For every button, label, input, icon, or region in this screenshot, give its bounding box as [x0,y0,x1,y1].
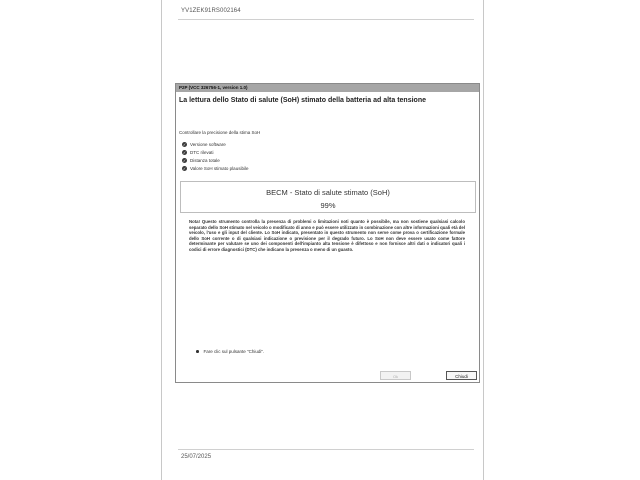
check-item [182,164,479,172]
instruction-item [196,349,264,354]
bullet-icon [196,350,199,353]
checks-title: Controllare la precisione della stima SoH [179,130,261,135]
vin-label: YV1ZEK91RS002164 [181,8,241,14]
check-circle-icon: ✓ [182,157,187,163]
check-label: Valore SoH stimato plausibile [190,165,249,171]
check-label: DTC rilevati [190,149,214,155]
soh-dialog [175,83,480,383]
soh-title: BECM - Stato di salute stimato (SoH) [266,188,390,197]
instruction-text: Fare clic sul pulsante "Chiudi". [203,349,265,354]
header-divider [178,19,474,20]
soh-value: 99% [320,201,336,210]
close-button[interactable]: Chiudi [446,371,477,380]
disclaimer-note: Nota! Questo strumento controlla la presenza di problemi o limitazioni noti quanto è possibile, ma non sostiene qualsiasi calcolo separato dello SoH stimato nel veicolo o modificato di anno e può essere utilizzato in combinazione con altre informazioni quali età del veicolo, l'uso e gli input del cliente. Lo SoH indicato, presentato in questo strumento non serve come prova o certificazione formale dello SoH corrente o di qualsiasi indicazione o previsione per il degrado futuro. Lo SoH non deve essere usato come fattore determinante per valutare se uno dei componenti dell'impianto alta tensione è difettoso e non fornisce altri dati o indicatori quali i codici di errore diagnostici (DTC) che indicano la presenza o meno di un guasto. [189,219,465,252]
check-item [182,140,479,148]
dialog-titlebar: P2P (VCC 326756-1, version 1.0) [176,84,479,92]
dialog-heading: La lettura dello Stato di salute (SoH) stimato della batteria ad alta tensione [179,97,426,104]
soh-result-box [180,181,476,213]
check-label: Distanza totale [190,157,220,163]
footer-divider [178,449,474,450]
checks-list [182,140,479,172]
check-circle-icon: ✓ [182,149,187,155]
check-circle-icon: ✓ [182,141,187,147]
check-item [182,148,479,156]
document-date: 25/07/2025 [181,454,212,460]
check-label: Versione software [190,141,226,147]
ok-button[interactable]: Ok [380,371,411,380]
check-item [182,156,479,164]
check-circle-icon: ✓ [182,165,187,171]
